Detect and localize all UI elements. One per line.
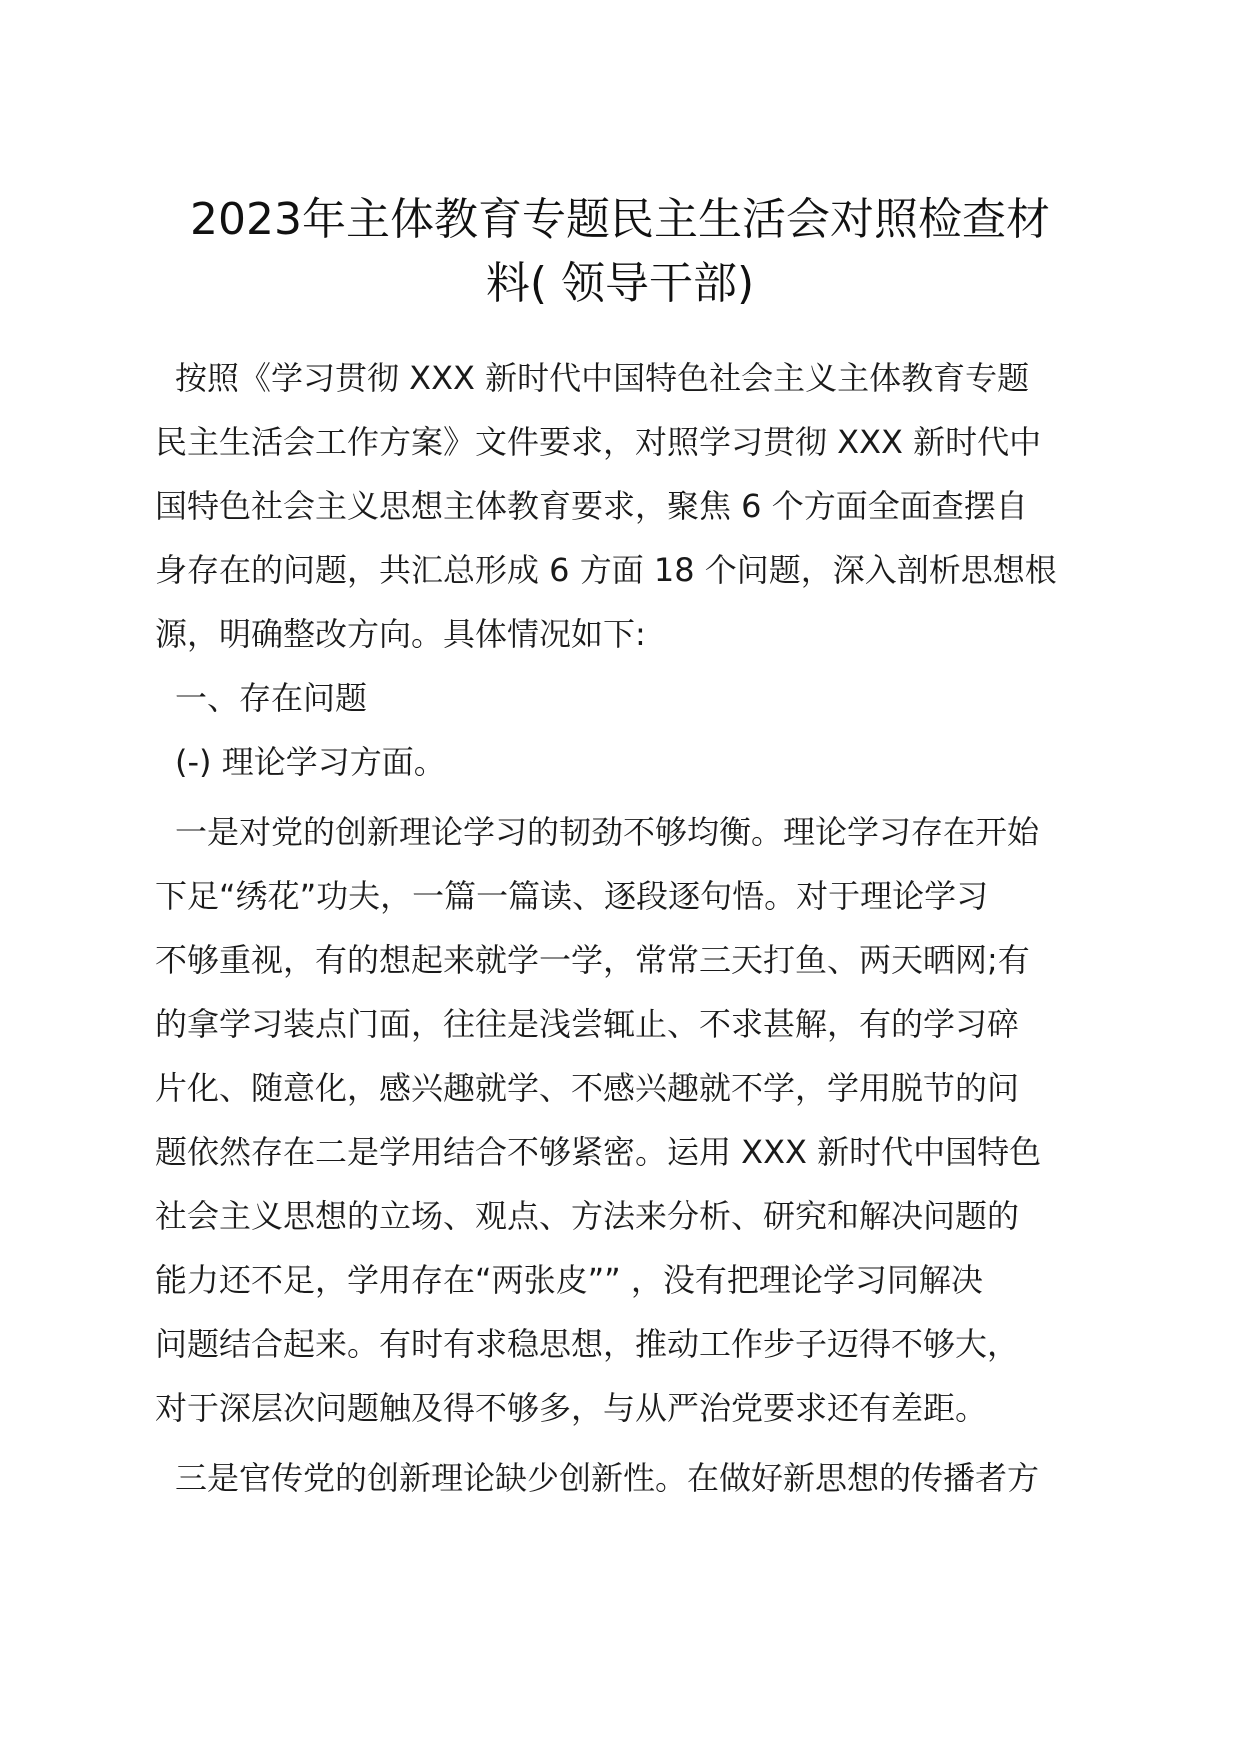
paragraph-theory-line-7: 社会主义思想的立场、观点、方法来分析、研究和解决问题的 xyxy=(155,1197,1020,1235)
document-body xyxy=(155,346,1095,1510)
paragraph-theory-line-5: 片化、随意化，感兴趣就学、不感兴趣就不学，学用脱节的问 xyxy=(155,1069,1020,1107)
paragraph-intro-line-5: 源，明确整改方向。具体情况如下: xyxy=(155,615,646,653)
paragraph-intro-line-2: 民主生活会工作方案》文件要求，对照学习贯彻 XXX 新时代中 xyxy=(155,423,1042,461)
title-line-1: 2023年主体教育专题民主生活会对照检查材 xyxy=(190,194,1050,245)
paragraph-propaganda-line-1: 三是官传党的创新理论缺少创新性。在做好新思想的传播者方 xyxy=(175,1459,1040,1497)
section-heading-issues: 一、存在问题 xyxy=(175,679,368,717)
paragraph-theory-line-3: 不够重视，有的想起来就学一学，常常三天打鱼、两天晒网;有 xyxy=(155,941,1030,979)
document-title xyxy=(150,188,1090,316)
paragraph-intro-line-1: 按照《学习贯彻 XXX 新时代中国特色社会主义主体教育专题 xyxy=(175,359,1030,397)
paragraph-theory-line-1: 一是对党的创新理论学习的韧劲不够均衡。理论学习存在开始 xyxy=(175,813,1040,851)
paragraph-theory-line-6: 题依然存在二是学用结合不够紧密。运用 XXX 新时代中国特色 xyxy=(155,1133,1042,1171)
paragraph-theory-line-2: 下足“绣花”功夫，一篇一篇读、逐段逐句悟。对于理论学习 xyxy=(155,877,989,915)
paragraph-theory-line-4: 的拿学习装点门面，往往是浅尝辄止、不求甚解，有的学习碎 xyxy=(155,1005,1020,1043)
title-line-2: 料( 领导干部) xyxy=(485,258,755,309)
paragraph-theory-line-8: 能力还不足，学用存在“两张皮”” ，没有把理论学习同解决 xyxy=(155,1261,983,1299)
paragraph-intro-line-3: 国特色社会主义思想主体教育要求，聚焦 6 个方面全面查摆自 xyxy=(155,487,1028,525)
paragraph-theory-line-10: 对于深层次问题触及得不够多，与从严治党要求还有差距。 xyxy=(155,1389,988,1427)
paragraph-theory-line-9: 问题结合起来。有时有求稳思想，推动工作步子迈得不够大， xyxy=(155,1325,1020,1363)
paragraph-intro-line-4: 身存在的问题，共汇总形成 6 方面 18 个问题，深入剖析思想根 xyxy=(155,551,1057,589)
subsection-heading-theory: (-) 理论学习方面。 xyxy=(175,743,446,781)
